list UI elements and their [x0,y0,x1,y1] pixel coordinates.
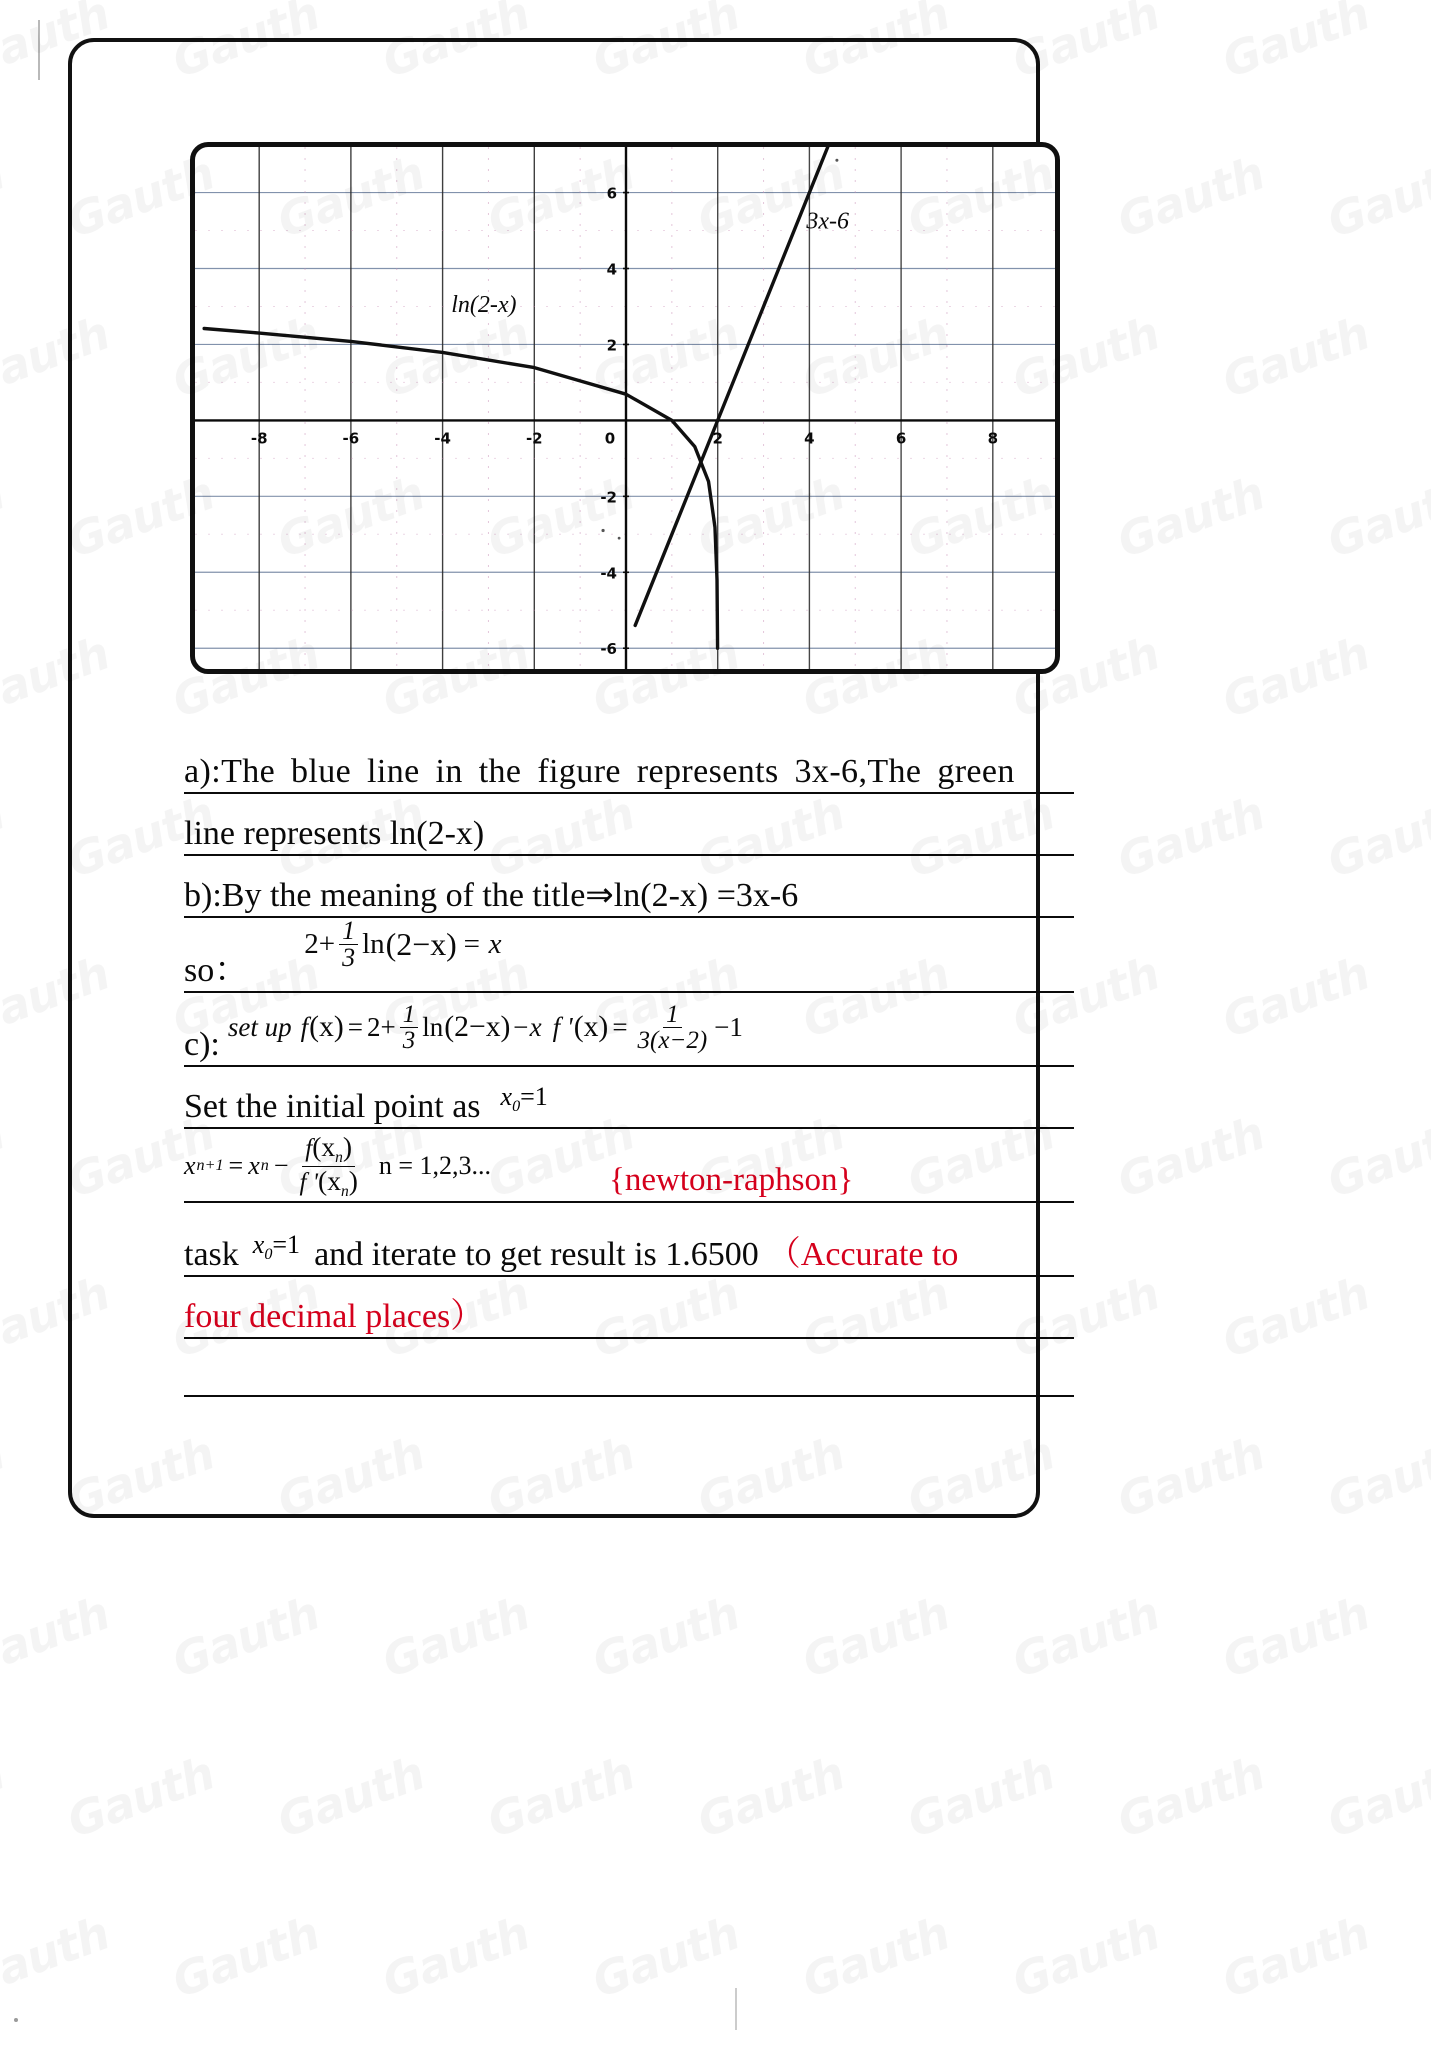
watermark-text [1425,1906,1431,2008]
watermark-text [900,1746,1061,1848]
y-tick-label: 6 [606,184,617,203]
watermark-text [0,786,11,888]
watermark-text [1215,306,1376,408]
fraction-derivative: $\frac{1}{3(x-2)}$ [637,1001,708,1054]
watermark-text [1320,1746,1431,1848]
stray-dot [618,537,621,540]
data-series [204,147,828,648]
watermark-text [0,1906,116,2008]
newton-raphson-formula: x n+1 = x n − $\frac{f(x_n)}{f '(x_n)}$ n = 1,2,3... [184,1131,492,1200]
watermark-text [1005,1906,1166,2008]
task-text: and iterate to get result is 1.6500 [314,1236,759,1274]
newton-raphson-tag: {newton-raphson} [609,1162,854,1198]
watermark-text [1215,1266,1376,1368]
answer-line-so [184,918,1074,993]
watermark-text [1215,1586,1376,1688]
y-tick-label: -6 [600,640,617,659]
stray-dot [835,159,838,162]
answer-line-a2 [184,794,1074,856]
watermark-text [585,1906,746,2008]
x-tick-label: 8 [987,429,999,448]
x-tick-label: -2 [525,429,543,448]
answer-so-label: so： [184,952,249,990]
watermark-text [0,1106,11,1208]
answer-card [68,38,1040,1518]
watermark-text [1320,146,1431,248]
watermark-text [1110,1426,1271,1528]
annotation-label: ln(2-x) [451,292,517,319]
watermark-text [480,1746,641,1848]
watermark-text [1425,1266,1431,1368]
labels [251,159,998,658]
watermark-text [585,1586,746,1688]
watermark-text [1425,306,1431,408]
x-tick-label: -8 [250,429,268,448]
watermark-text [375,1586,536,1688]
watermark-text [1425,946,1431,1048]
y-tick-label: -2 [600,488,617,507]
answer-line-c [184,993,1074,1067]
equation-so: 2+ $\frac{1}{3}$ ln (2−x) = x [304,916,502,972]
watermark-text [1320,1106,1431,1208]
series-3x-6 [635,147,828,625]
n-range: n = 1,2,3... [378,1151,492,1180]
y-tick-label: 4 [606,260,617,279]
watermark-text [1320,466,1431,568]
watermark-text [1215,1906,1376,2008]
task-x0: $x_0=1$ [252,1229,301,1263]
answer-line-task [184,1203,1074,1277]
y-tick-label: 2 [606,336,617,355]
initial-point-value: $x_0=1$ [500,1081,548,1115]
axes [195,147,1057,671]
watermark-text [1215,946,1376,1048]
watermark-text [1425,626,1431,728]
answer-a-text2: line represents ln(2-x) [184,815,485,853]
watermark-text [1005,1586,1166,1688]
answer-line-last [184,1277,1074,1339]
watermark-text [1320,786,1431,888]
watermark-text [375,1906,536,2008]
initial-point-text: Set the initial point as [184,1088,481,1126]
answer-line-a1 [184,720,1074,794]
x-tick-label: -6 [342,429,360,448]
fraction-one-third-c: $\frac{1}{3}$ [400,1002,419,1053]
stray-dot [601,529,604,532]
watermark-text [60,1746,221,1848]
x-tick-label: -4 [434,429,451,448]
task-prefix: task [184,1236,239,1274]
series-ln-2-x- [204,329,717,649]
watermark-text [1215,626,1376,728]
page-bottom-tick [735,1988,737,2030]
watermark-text [165,1906,326,2008]
watermark-text [0,146,11,248]
equation-c: set up f (x) = 2+ $\frac{1}{3}$ ln (2−x) −x f ' (x) = $\frac{1}{3(x-2)}$ −1 [227,1001,743,1054]
x-tick-label: 0 [604,429,616,448]
watermark-text [1320,1426,1431,1528]
watermark-text [1110,1106,1271,1208]
task-red-tail: （Accurate to [766,1236,959,1274]
watermark-text [0,1746,11,1848]
page-margin-rule [38,20,40,80]
fraction-one-third: $\frac{1}{3}$ [339,918,358,971]
watermark-text [1110,466,1271,568]
watermark-text [690,1746,851,1848]
watermark-text [795,1586,956,1688]
graph-figure [190,142,1060,674]
watermark-text [1110,146,1271,248]
page-bottom-dot [14,2018,18,2022]
x-tick-label: 6 [895,429,907,448]
newton-formula-wrap [184,1133,1074,1199]
watermark-text [0,1426,11,1528]
answer-b-text: b):By the meaning of the title⇒ln(2-x) =3x-6 [184,877,799,915]
watermark-text [0,466,11,568]
answer-line-newton [184,1129,1074,1203]
answer-line-blank [184,1339,1074,1397]
watermark-text [1110,786,1271,888]
accuracy-note: four decimal places） [184,1298,485,1336]
watermark-text [270,1746,431,1848]
answer-c-label: c): [184,1026,220,1064]
graph-canvas [195,147,1057,671]
watermark-text [0,1586,116,1688]
watermark-text [1215,0,1376,88]
y-tick-label: -4 [600,564,617,583]
watermark-text [1110,1746,1271,1848]
watermark-text [795,1906,956,2008]
watermark-text [1425,1586,1431,1688]
answer-lines [184,720,1074,1397]
answer-line-b [184,856,1074,918]
answer-line-initial [184,1067,1074,1129]
fraction-f-over-fprime: $\frac{f(x_n)}{f '(x_n)}$ [299,1131,358,1200]
chart-annotation [451,292,516,318]
watermark-text [165,1586,326,1688]
annotation-label: 3x-6 [806,208,850,235]
answer-a-text: a):The blue line in the figure represents 3x-6,The green [184,753,1015,791]
watermark-text [1425,0,1431,88]
chart-annotation [805,209,849,235]
x-tick-label: 4 [804,429,815,448]
x-tick-label: 2 [712,429,723,448]
